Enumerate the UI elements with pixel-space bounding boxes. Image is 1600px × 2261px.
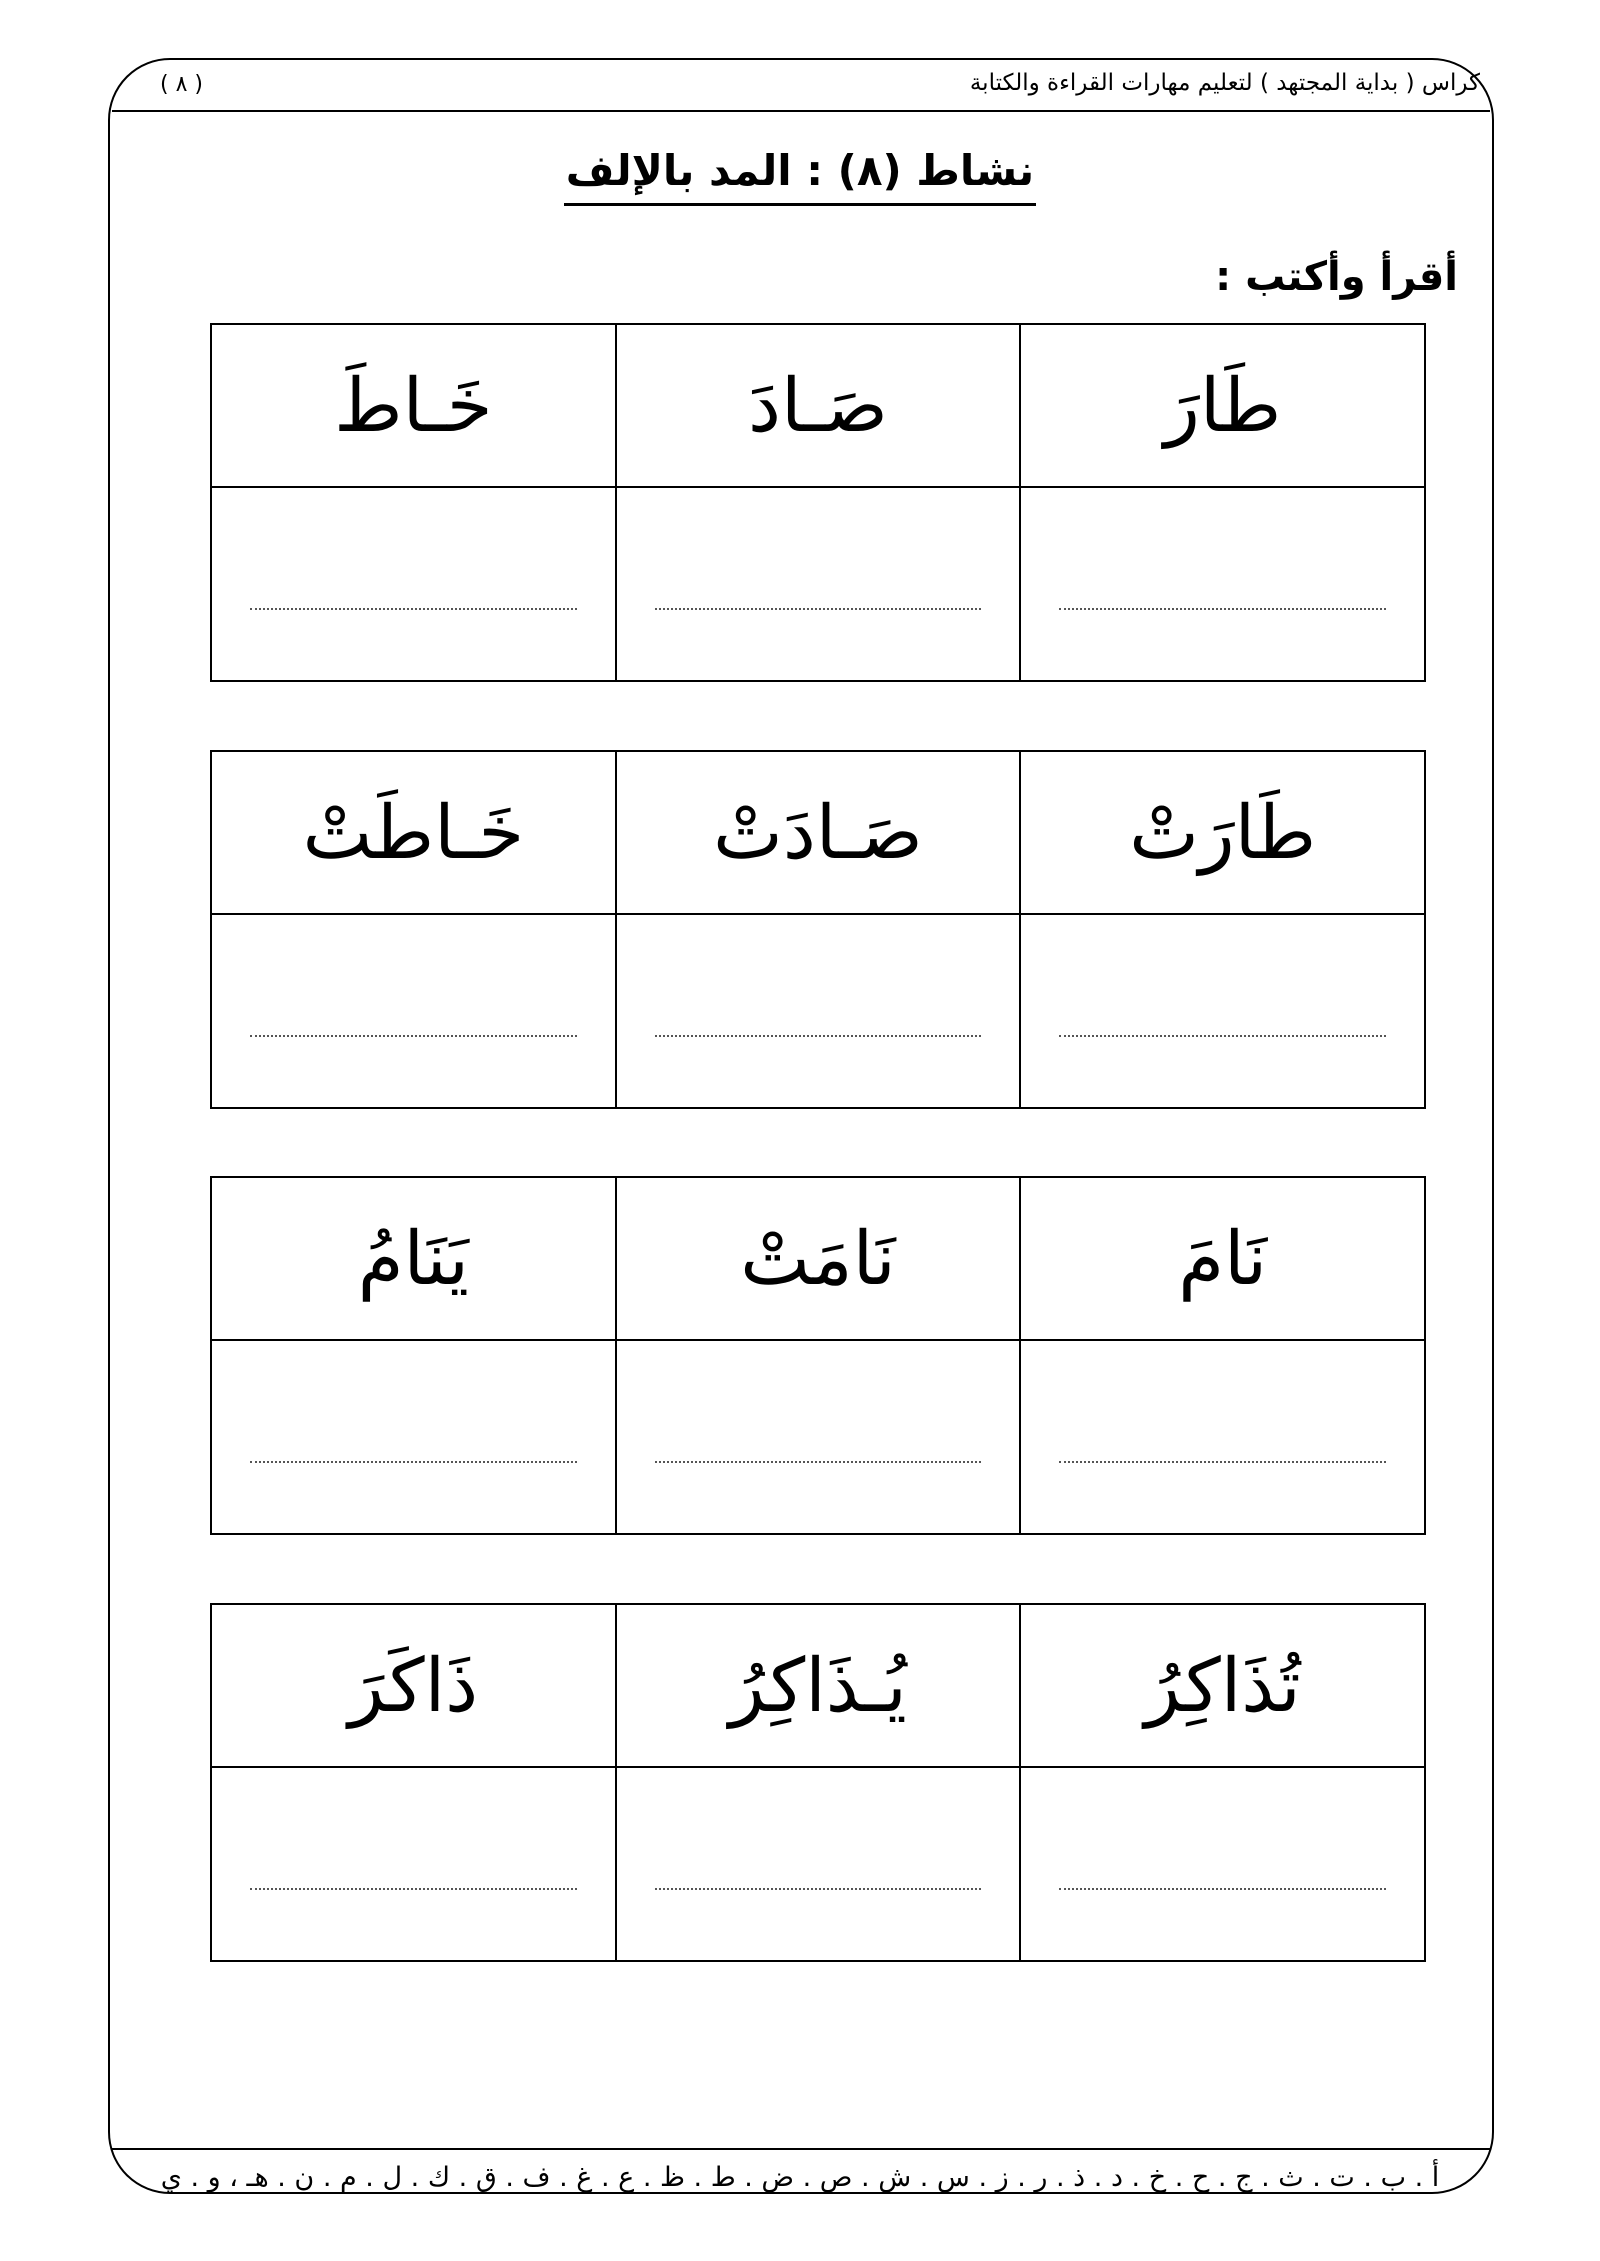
word-table-4 bbox=[210, 1603, 1426, 1962]
word-row bbox=[211, 751, 1425, 914]
writing-box[interactable] bbox=[211, 914, 616, 1108]
word-cell: يَنَامُ bbox=[211, 1177, 616, 1340]
writing-row bbox=[211, 1340, 1425, 1534]
page-number: ( ٨ ) bbox=[160, 72, 203, 97]
dotted-writing-line bbox=[1059, 1461, 1386, 1463]
dotted-writing-line bbox=[1059, 1035, 1386, 1037]
writing-row bbox=[211, 914, 1425, 1108]
writing-box[interactable] bbox=[211, 487, 616, 681]
word-cell: ذَاكَرَ bbox=[211, 1604, 616, 1767]
dotted-writing-line bbox=[1059, 1888, 1386, 1890]
writing-box[interactable] bbox=[616, 1340, 1021, 1534]
word-table-1 bbox=[210, 323, 1426, 682]
book-title: كراس ( بداية المجتهد ) لتعليم مهارات القراءة والكتابة bbox=[969, 70, 1480, 96]
writing-box[interactable] bbox=[616, 914, 1021, 1108]
word-cell: صَـادَتْ bbox=[616, 751, 1021, 914]
writing-box[interactable] bbox=[1020, 914, 1425, 1108]
activity-title bbox=[0, 146, 1600, 195]
dotted-writing-line bbox=[250, 1888, 577, 1890]
dotted-writing-line bbox=[250, 608, 577, 610]
word-cell: خَـاطَتْ bbox=[211, 751, 616, 914]
word-cell: صَـادَ bbox=[616, 324, 1021, 487]
word-cell: طَارَ bbox=[1020, 324, 1425, 487]
dotted-writing-line bbox=[250, 1461, 577, 1463]
writing-box[interactable] bbox=[1020, 1767, 1425, 1961]
dotted-writing-line bbox=[250, 1035, 577, 1037]
writing-box[interactable] bbox=[1020, 487, 1425, 681]
word-table-3 bbox=[210, 1176, 1426, 1535]
word-cell: طَارَتْ bbox=[1020, 751, 1425, 914]
writing-row bbox=[211, 1767, 1425, 1961]
writing-box[interactable] bbox=[1020, 1340, 1425, 1534]
writing-box[interactable] bbox=[616, 487, 1021, 681]
word-cell: نَامَ bbox=[1020, 1177, 1425, 1340]
word-row bbox=[211, 324, 1425, 487]
alphabet-footer: أ . ب . ت . ث . ج . ح . خ . د . ذ . ر . ز . س . ش . ص . ض . ط . ظ . ع . غ . ف . ق . ك . ل . م . ن . هـ ، و . ي bbox=[160, 2162, 1440, 2193]
word-row bbox=[211, 1177, 1425, 1340]
dotted-writing-line bbox=[1059, 608, 1386, 610]
dotted-writing-line bbox=[655, 608, 982, 610]
dotted-writing-line bbox=[655, 1461, 982, 1463]
writing-row bbox=[211, 487, 1425, 681]
header-divider bbox=[112, 110, 1490, 112]
word-table-2 bbox=[210, 750, 1426, 1109]
word-cell: تُذَاكِرُ bbox=[1020, 1604, 1425, 1767]
word-cell: يُـذَاكِرُ bbox=[616, 1604, 1021, 1767]
instruction-text: أقرأ وأكتب : bbox=[1215, 254, 1458, 300]
dotted-writing-line bbox=[655, 1035, 982, 1037]
dotted-writing-line bbox=[655, 1888, 982, 1890]
word-cell: نَامَتْ bbox=[616, 1177, 1021, 1340]
writing-box[interactable] bbox=[211, 1340, 616, 1534]
word-row bbox=[211, 1604, 1425, 1767]
word-cell: خَـاطَ bbox=[211, 324, 616, 487]
activity-title-text: نشاط (٨) : المد بالإلف bbox=[564, 146, 1036, 206]
writing-box[interactable] bbox=[211, 1767, 616, 1961]
footer-divider bbox=[112, 2148, 1490, 2150]
writing-box[interactable] bbox=[616, 1767, 1021, 1961]
